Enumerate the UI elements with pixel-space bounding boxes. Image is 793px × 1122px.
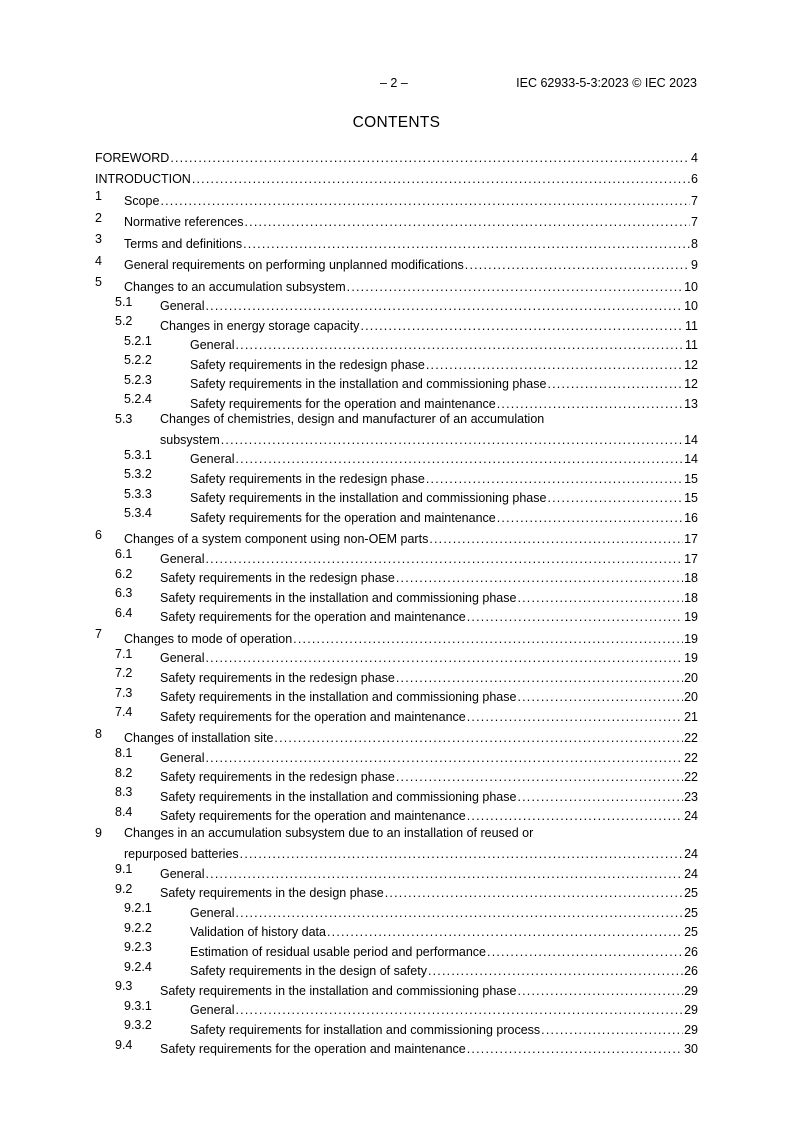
- toc-entry-title: Safety requirements in the installation and commissioning phase: [160, 983, 517, 998]
- toc-entry[interactable]: [95, 528, 698, 548]
- toc-entry[interactable]: [95, 766, 698, 786]
- toc-entry[interactable]: [95, 487, 698, 507]
- toc-entry[interactable]: [95, 805, 698, 825]
- toc-entry-page: 26: [684, 944, 698, 959]
- toc-entry-title: General: [160, 551, 205, 566]
- toc-entry-page: 22: [684, 731, 698, 745]
- page-number: – 2 –: [380, 76, 408, 90]
- toc-entry-page: 11: [685, 318, 698, 333]
- toc-entry-page: 21: [684, 709, 698, 724]
- toc-entry[interactable]: [95, 467, 698, 487]
- toc-entry-number: 6.2: [115, 566, 133, 581]
- toc-dot-leader: [205, 552, 683, 567]
- toc-entry-page: 17: [684, 532, 698, 546]
- toc-entry-number: 8: [95, 726, 102, 741]
- toc-entry-title: Changes in energy storage capacity: [160, 318, 360, 333]
- toc-entry-number: 5: [95, 275, 102, 289]
- toc-entry-number: 5.3: [115, 411, 133, 426]
- toc-entry-number: 8.2: [115, 765, 133, 780]
- toc-entry[interactable]: [95, 826, 698, 862]
- toc-entry[interactable]: [95, 785, 698, 805]
- toc-entry[interactable]: [95, 506, 698, 526]
- toc-entry-number: 9.3.2: [124, 1018, 152, 1032]
- toc-entry[interactable]: [95, 314, 698, 334]
- toc-dot-leader: [160, 194, 690, 209]
- toc-dot-leader: [541, 1023, 683, 1038]
- toc-entry[interactable]: [95, 666, 698, 686]
- toc-entry-page: 24: [684, 809, 698, 823]
- toc-entry-page: 25: [684, 925, 698, 939]
- toc-entry-page: 22: [684, 770, 698, 784]
- toc-entry-number: 5.2.4: [124, 392, 152, 406]
- toc-entry[interactable]: [95, 1018, 698, 1038]
- toc-entry[interactable]: [95, 275, 698, 295]
- toc-entry-number: 9.2: [115, 881, 133, 896]
- toc-dot-leader: [170, 151, 690, 166]
- toc-dot-leader: [293, 632, 683, 647]
- toc-entry-number: 7.2: [115, 666, 133, 680]
- toc-entry[interactable]: [95, 960, 698, 980]
- toc-entry-page: 29: [684, 1022, 698, 1037]
- toc-entry-title: General requirements on performing unplanned modifications: [124, 258, 464, 272]
- toc-entry-number: 9.2.4: [124, 959, 152, 974]
- toc-entry-number: 5.3.1: [124, 447, 152, 462]
- toc-entry-page: 18: [684, 590, 698, 605]
- toc-entry-number: 5.3.2: [124, 467, 152, 481]
- toc-entry-page: 12: [684, 357, 698, 372]
- toc-entry-title: Safety requirements for the operation and maintenance: [160, 610, 466, 624]
- toc-entry-number: 5.3.4: [124, 506, 152, 520]
- toc-entry[interactable]: [95, 705, 698, 725]
- toc-entry[interactable]: [95, 211, 698, 231]
- toc-entry-page: 19: [684, 610, 698, 624]
- toc-entry-page: 12: [684, 377, 698, 391]
- toc-entry[interactable]: [95, 686, 698, 706]
- toc-dot-leader: [396, 770, 683, 785]
- toc-dot-leader: [396, 671, 683, 686]
- toc-entry-number: 5.2.3: [124, 372, 152, 387]
- toc-dot-leader: [429, 532, 683, 547]
- toc-entry-number: 9: [95, 826, 102, 840]
- toc-entry-title: Safety requirements in the redesign phase: [160, 670, 395, 685]
- toc-dot-leader: [487, 945, 683, 960]
- toc-entry-number: 9.3.1: [124, 998, 152, 1013]
- toc-entry-title: repurposed batteries: [124, 847, 239, 861]
- toc-entry-page: 20: [684, 690, 698, 704]
- toc-entry-page: 16: [684, 510, 698, 525]
- toc-entry-page: 4: [691, 150, 698, 165]
- toc-entry[interactable]: [95, 146, 698, 166]
- toc-entry-title: FOREWORD: [95, 150, 170, 165]
- toc-entry-number: 9.1: [115, 862, 133, 876]
- toc-dot-leader: [517, 790, 683, 805]
- toc-entry[interactable]: [95, 295, 698, 315]
- toc-dot-leader: [221, 433, 683, 448]
- toc-dot-leader: [428, 964, 683, 979]
- toc-entry-title: Safety requirements in the installation and commissioning phase: [160, 590, 517, 605]
- toc-entry-title-first-line: Changes in an accumulation subsystem due to an installation of reused or: [124, 826, 534, 840]
- toc-entry-page: 6: [691, 172, 698, 186]
- toc-entry-title: General: [190, 338, 235, 352]
- toc-dot-leader: [274, 731, 683, 746]
- toc-entry-page: 14: [684, 452, 698, 466]
- toc-entry[interactable]: [95, 746, 698, 766]
- toc-entry-page: 20: [684, 670, 698, 685]
- toc-entry-number: 9.4: [115, 1037, 133, 1052]
- toc-entry-page: 15: [684, 471, 698, 486]
- document-id: IEC 62933-5-3:2023 © IEC 2023: [516, 76, 697, 90]
- toc-entry-page: 19: [684, 651, 698, 665]
- toc-dot-leader: [497, 511, 683, 526]
- toc-entry-title: Safety requirements for the operation and maintenance: [190, 510, 496, 525]
- toc-entry-page: 22: [684, 750, 698, 765]
- toc-entry-title: General: [190, 905, 235, 920]
- toc-entry-page: 7: [691, 215, 698, 229]
- toc-dot-leader: [243, 237, 690, 252]
- toc-dot-leader: [467, 710, 683, 725]
- toc-entry[interactable]: [95, 373, 698, 393]
- toc-entry-page: 9: [691, 258, 698, 272]
- toc-entry[interactable]: [95, 254, 698, 274]
- toc-entry[interactable]: [95, 940, 698, 960]
- toc-entry-title: Safety requirements in the redesign phase: [160, 571, 395, 585]
- toc-entry-title: Safety requirements in the redesign phase: [190, 357, 425, 372]
- toc-entry-number: 7.4: [115, 705, 133, 719]
- toc-entry-title: Safety requirements in the installation and commissioning phase: [190, 491, 547, 505]
- toc-entry[interactable]: [95, 999, 698, 1019]
- toc-entry-page: 7: [691, 193, 698, 208]
- toc-entry-page: 10: [684, 299, 698, 313]
- toc-entry-number: 9.2.2: [124, 920, 152, 935]
- toc-entry-title: General: [190, 1003, 235, 1017]
- toc-entry-title: General: [160, 866, 205, 881]
- toc-entry-page: 13: [684, 396, 698, 411]
- toc-dot-leader: [517, 591, 683, 606]
- toc-entry-number: 6.4: [115, 605, 133, 620]
- toc-dot-leader: [467, 610, 683, 625]
- toc-entry-number: 2: [95, 210, 102, 225]
- toc-dot-leader: [360, 319, 684, 334]
- toc-entry[interactable]: [95, 862, 698, 882]
- toc-entry-number: 5.1: [115, 294, 133, 309]
- toc-entry-title: INTRODUCTION: [95, 172, 191, 186]
- toc-entry-number: 9.2.3: [124, 940, 152, 954]
- toc-dot-leader: [426, 472, 683, 487]
- toc-entry-page: 29: [684, 983, 698, 998]
- toc-dot-leader: [235, 452, 683, 467]
- toc-entry-title: Safety requirements for the operation and maintenance: [190, 396, 496, 411]
- toc-entry-number: 8.3: [115, 785, 133, 799]
- toc-entry-page: 24: [684, 866, 698, 881]
- toc-entry[interactable]: [95, 232, 698, 252]
- toc-entry-page: 25: [684, 905, 698, 920]
- toc-entry-title: Changes of a system component using non-OEM parts: [124, 532, 429, 546]
- toc-entry-title: Safety requirements in the redesign phase: [160, 770, 395, 784]
- toc-entry-number: 7.3: [115, 685, 133, 700]
- toc-entry-title: Safety requirements for the operation and maintenance: [160, 809, 466, 823]
- toc-entry-page: 18: [684, 571, 698, 585]
- toc-entry[interactable]: [95, 1038, 698, 1058]
- toc-entry-page: 30: [684, 1042, 698, 1056]
- toc-entry-title: Safety requirements in the redesign phase: [190, 471, 425, 486]
- toc-entry[interactable]: [95, 727, 698, 747]
- toc-entry-number: 3: [95, 232, 102, 246]
- toc-dot-leader: [192, 172, 690, 187]
- toc-entry[interactable]: [95, 606, 698, 626]
- toc-entry-page: 19: [684, 631, 698, 646]
- toc-entry-title: subsystem: [160, 432, 220, 447]
- toc-entry-number: 4: [95, 253, 102, 268]
- toc-entry-title: Validation of history data: [190, 925, 326, 939]
- toc-entry-number: 5.2.2: [124, 353, 152, 367]
- toc-entry[interactable]: [95, 921, 698, 941]
- toc-dot-leader: [240, 847, 683, 862]
- toc-entry-title: General: [190, 452, 235, 466]
- toc-entry-title: Changes to an accumulation subsystem: [124, 279, 346, 294]
- toc-entry-title: Safety requirements in the installation and commissioning phase: [160, 690, 517, 704]
- toc-dot-leader: [347, 280, 683, 295]
- toc-dot-leader: [547, 491, 683, 506]
- table-of-contents: [95, 146, 698, 1057]
- toc-entry-title: Safety requirements in the design phase: [160, 886, 384, 900]
- toc-entry[interactable]: [95, 353, 698, 373]
- toc-entry-page: 25: [684, 886, 698, 900]
- toc-entry-title: Safety requirements in the installation and commissioning phase: [190, 377, 547, 391]
- toc-dot-leader: [205, 867, 683, 882]
- toc-entry-title: Safety requirements in the design of safety: [190, 964, 427, 978]
- toc-entry-title: Safety requirements for installation and commissioning process: [190, 1022, 541, 1037]
- toc-dot-leader: [396, 571, 683, 586]
- toc-entry-number: 1: [95, 189, 102, 203]
- toc-entry-title: General: [160, 750, 205, 765]
- toc-dot-leader: [205, 751, 683, 766]
- toc-entry-title: Terms and definitions: [124, 236, 243, 251]
- toc-dot-leader: [465, 258, 690, 273]
- toc-dot-leader: [235, 1003, 683, 1018]
- toc-entry-title: Safety requirements in the installation and commissioning phase: [160, 789, 517, 804]
- toc-dot-leader: [547, 377, 683, 392]
- toc-dot-leader: [467, 1042, 683, 1057]
- toc-entry-title: Scope: [124, 193, 160, 208]
- toc-entry-title: Safety requirements for the operation and maintenance: [160, 1042, 466, 1056]
- toc-dot-leader: [517, 690, 683, 705]
- toc-entry-page: 26: [684, 964, 698, 978]
- toc-entry-page: 23: [684, 789, 698, 804]
- toc-entry[interactable]: [95, 392, 698, 412]
- toc-entry-page: 8: [691, 236, 698, 251]
- toc-entry-title: Safety requirements for the operation and maintenance: [160, 709, 466, 724]
- toc-entry-page: 29: [684, 1003, 698, 1017]
- toc-entry[interactable]: [95, 168, 698, 188]
- toc-dot-leader: [517, 984, 683, 999]
- toc-dot-leader: [467, 809, 683, 824]
- toc-dot-leader: [235, 338, 684, 353]
- toc-entry-page: 14: [684, 432, 698, 447]
- toc-entry-title: Normative references: [124, 215, 244, 229]
- toc-entry-page: 17: [684, 551, 698, 566]
- toc-entry-number: 9.3: [115, 979, 133, 993]
- toc-entry[interactable]: [95, 882, 698, 902]
- toc-entry[interactable]: [95, 412, 698, 448]
- toc-entry-number: 5.2: [115, 314, 133, 328]
- toc-entry-number: 5.3.3: [124, 486, 152, 501]
- toc-entry-number: 8.1: [115, 746, 133, 760]
- toc-entry-page: 11: [685, 338, 698, 352]
- toc-dot-leader: [245, 215, 691, 230]
- toc-entry[interactable]: [95, 547, 698, 567]
- toc-entry-page: 15: [684, 491, 698, 505]
- toc-entry[interactable]: [95, 901, 698, 921]
- toc-entry-number: 6.3: [115, 586, 133, 600]
- toc-entry[interactable]: [95, 647, 698, 667]
- toc-entry[interactable]: [95, 189, 698, 209]
- toc-entry-number: 7: [95, 627, 102, 641]
- toc-dot-leader: [205, 651, 683, 666]
- toc-entry-number: 6.1: [115, 547, 133, 561]
- toc-entry[interactable]: [95, 627, 698, 647]
- toc-entry-number: 7.1: [115, 646, 133, 661]
- toc-entry[interactable]: [95, 979, 698, 999]
- toc-entry-title: Changes of installation site: [124, 731, 274, 745]
- toc-dot-leader: [426, 358, 683, 373]
- toc-entry-number: 8.4: [115, 804, 133, 819]
- toc-dot-leader: [385, 886, 683, 901]
- toc-entry-title-first-line: Changes of chemistries, design and manufacturer of an accumulation: [160, 411, 545, 426]
- contents-title: CONTENTS: [352, 114, 441, 131]
- toc-entry[interactable]: [95, 448, 698, 468]
- toc-entry[interactable]: [95, 334, 698, 354]
- toc-dot-leader: [497, 397, 683, 412]
- toc-entry-title: Changes to mode of operation: [124, 631, 293, 646]
- toc-entry[interactable]: [95, 586, 698, 606]
- toc-entry-title: Estimation of residual usable period and performance: [190, 944, 487, 959]
- toc-entry-number: 9.2.1: [124, 901, 152, 915]
- toc-dot-leader: [205, 299, 683, 314]
- toc-entry-title: General: [160, 299, 205, 313]
- toc-entry-title: General: [160, 651, 205, 665]
- toc-entry[interactable]: [95, 567, 698, 587]
- toc-dot-leader: [327, 925, 683, 940]
- toc-entry-number: 6: [95, 527, 102, 542]
- toc-entry-page: 24: [684, 847, 698, 861]
- toc-entry-page: 10: [684, 279, 698, 294]
- toc-entry-number: 5.2.1: [124, 333, 152, 348]
- toc-dot-leader: [235, 906, 683, 921]
